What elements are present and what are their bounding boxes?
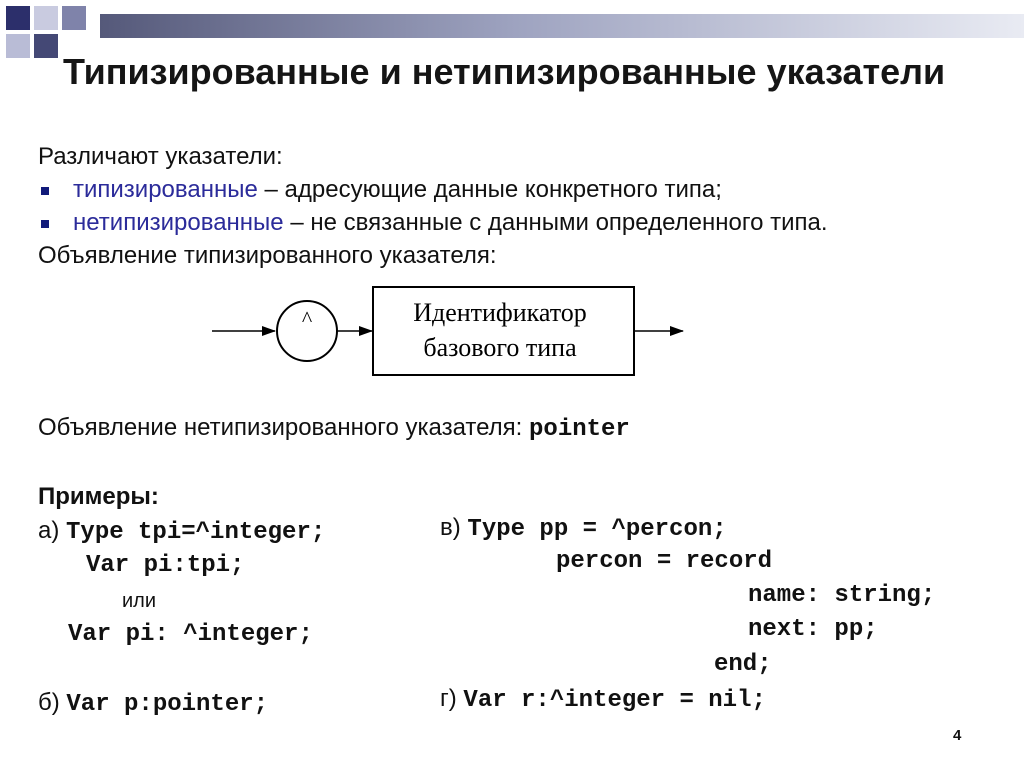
slide-title: Типизированные и нетипизированные указатели xyxy=(63,51,946,92)
example-label: в) xyxy=(440,514,468,541)
bullet-term: нетипизированные xyxy=(73,209,284,236)
example-g-line1 xyxy=(440,684,766,716)
example-a-line2: Var pi:tpi; xyxy=(86,552,245,579)
untyped-declaration-line xyxy=(38,413,630,445)
example-a-line3: Var pi: ^integer; xyxy=(68,621,313,648)
bullet-desc: – не связанные с данными определенного типа. xyxy=(283,209,828,236)
example-label: г) xyxy=(440,685,464,712)
untyped-declaration-label: Объявление нетипизированного указателя: xyxy=(38,414,530,441)
typed-declaration-label: Объявление типизированного указателя: xyxy=(38,242,497,269)
code-text: Type pp = ^percon; xyxy=(467,516,727,543)
example-a-line1 xyxy=(38,516,325,548)
bullet-term: типизированные xyxy=(73,176,258,203)
bullet-desc: – адресующие данные конкретного типа; xyxy=(257,176,722,203)
page-number: 4 xyxy=(953,727,962,744)
example-v-line1 xyxy=(440,513,727,545)
code-text: Var r:^integer = nil; xyxy=(463,687,766,714)
example-v-line3: name: string; xyxy=(748,582,936,609)
example-v-line4: next: pp; xyxy=(748,616,878,643)
diagram-box-line1: Идентификатор xyxy=(413,298,587,327)
intro-text: Различают указатели: xyxy=(38,143,283,170)
example-label: а) xyxy=(38,517,67,544)
code-text: Var p:pointer; xyxy=(66,691,269,718)
code-text: Type tpi=^integer; xyxy=(66,519,326,546)
diagram-box-line2: базового типа xyxy=(423,333,577,362)
example-b-line1 xyxy=(38,688,268,720)
example-a-or: или xyxy=(122,590,157,612)
example-v-line2: percon = record xyxy=(556,548,773,575)
example-label: б) xyxy=(38,689,67,716)
pointer-keyword: pointer xyxy=(529,416,630,443)
example-v-line5: end; xyxy=(714,651,772,678)
examples-heading: Примеры: xyxy=(38,483,159,510)
diagram-caret-symbol: ^ xyxy=(301,306,313,331)
